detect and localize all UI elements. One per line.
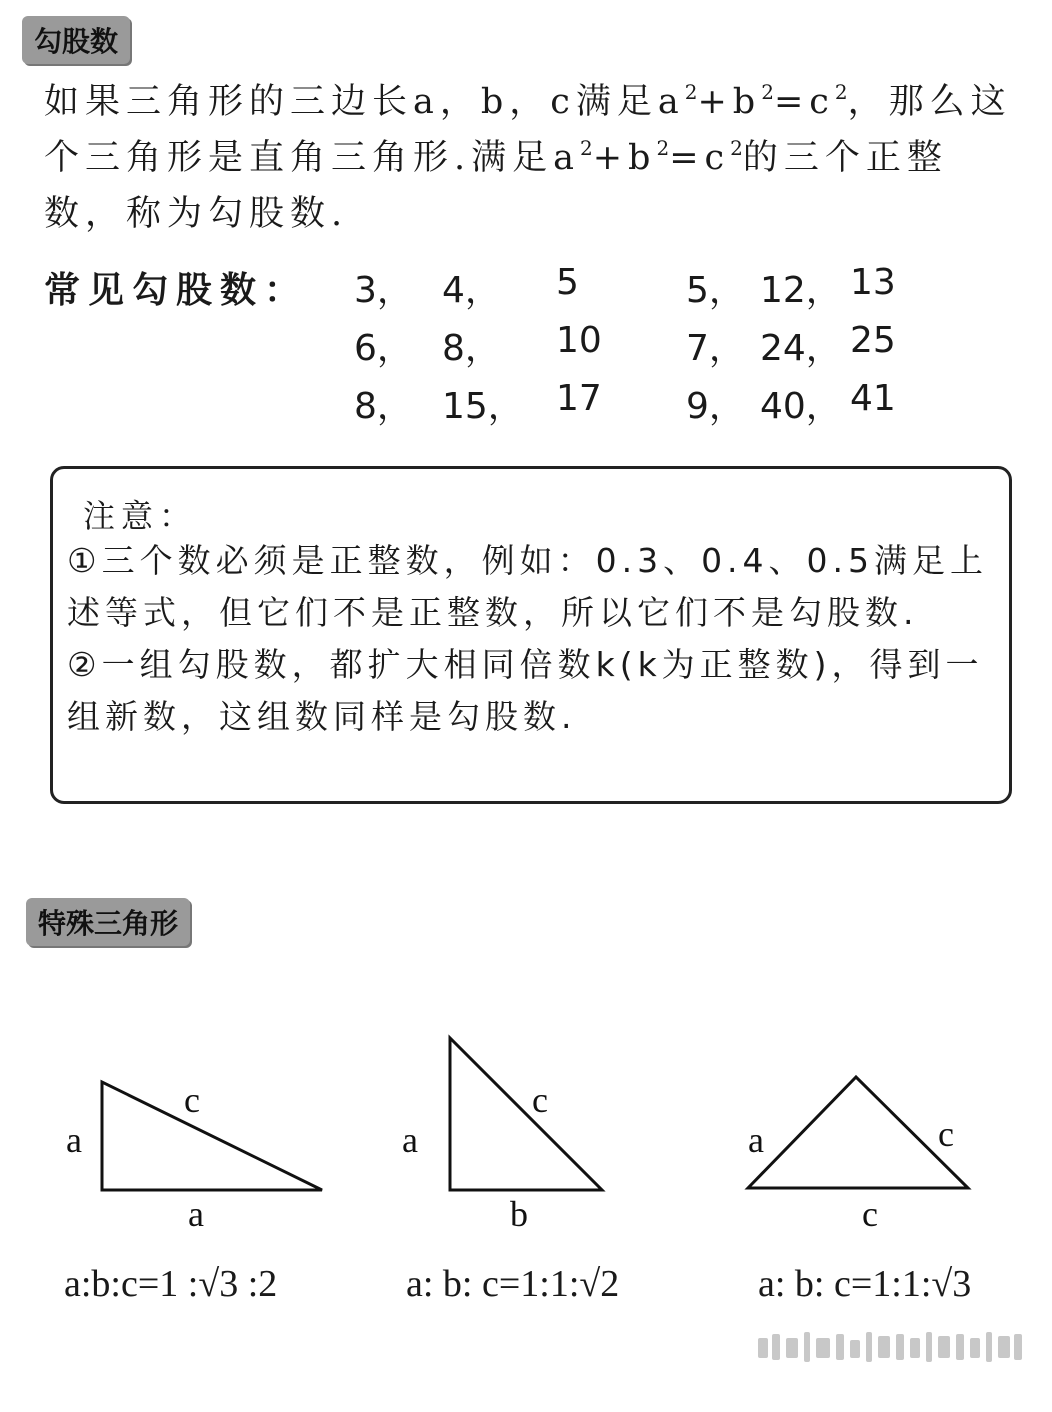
common-triples-label: 常见勾股数： [44, 270, 309, 311]
special-triangles-figure [0, 1020, 1052, 1250]
triple-cell: 4， [442, 270, 501, 311]
section-tag-special-triangles: 特殊三角形 [26, 898, 190, 946]
triple-cell: 40， [760, 386, 842, 427]
note-text [67, 535, 1003, 743]
triangle2-hyp-label: c [532, 1080, 548, 1120]
triangle3-ratio: a: b: c=1:1:√3 [758, 1263, 972, 1305]
triple-cell: 8， [354, 386, 413, 427]
triple-cell: 9， [686, 386, 745, 427]
triangle2-ratio: a: b: c=1:1:√2 [406, 1263, 620, 1305]
triple-cell: 12， [760, 270, 842, 311]
triangle1-left-label: a [66, 1120, 82, 1160]
note-box [50, 466, 1012, 804]
triangle2-bottom-label: b [510, 1194, 528, 1234]
triple-cell: 5， [686, 270, 745, 311]
triple-cell: 7， [686, 328, 745, 369]
triangle3-right-label: c [938, 1114, 954, 1154]
triangle-isosceles-right [450, 1038, 602, 1190]
triangle3-left-label: a [748, 1120, 764, 1160]
triangle1-bottom-label: a [188, 1194, 204, 1234]
note-item-1: ①三个数必须是正整数，例如：0.3、0.4、0.5满足上述等式，但它们不是正整数，所以它们不是勾股数. [67, 541, 989, 632]
triangle1-ratio: a:b:c=1 :√3 :2 [64, 1263, 278, 1305]
watermark-logo [758, 1330, 1026, 1364]
triangle2-left-label: a [402, 1120, 418, 1160]
triple-cell: 10 [556, 320, 602, 361]
definition-paragraph: 如果三角形的三边长a，b，c满足$a^2+b^2=c^2$，那么这个三角形是直角三角形.满足$a^2+b^2=c^2$的三个正整数，称为勾股数. [44, 80, 1012, 234]
triple-cell: 17 [556, 378, 602, 419]
section-tag-pythagorean-triples: 勾股数 [22, 16, 130, 64]
triple-cell: 41 [850, 378, 896, 419]
triple-cell: 25 [850, 320, 896, 361]
triple-cell: 6， [354, 328, 413, 369]
triple-cell: 13 [850, 262, 896, 303]
triple-cell: 24， [760, 328, 842, 369]
triangle-30-60-90 [102, 1082, 322, 1190]
triangle3-bottom-label: c [862, 1194, 878, 1234]
triple-cell: 5 [556, 262, 579, 303]
note-item-2: ②一组勾股数，都扩大相同倍数k(k为正整数)，得到一组新数，这组数同样是勾股数. [67, 645, 984, 736]
triangle-obtuse-isosceles [748, 1077, 968, 1188]
triangle1-hyp-label: c [184, 1080, 200, 1120]
note-title: 注意： [83, 497, 198, 535]
triple-cell: 8， [442, 328, 501, 369]
triple-cell: 15， [442, 386, 524, 427]
triple-cell: 3， [354, 270, 413, 311]
